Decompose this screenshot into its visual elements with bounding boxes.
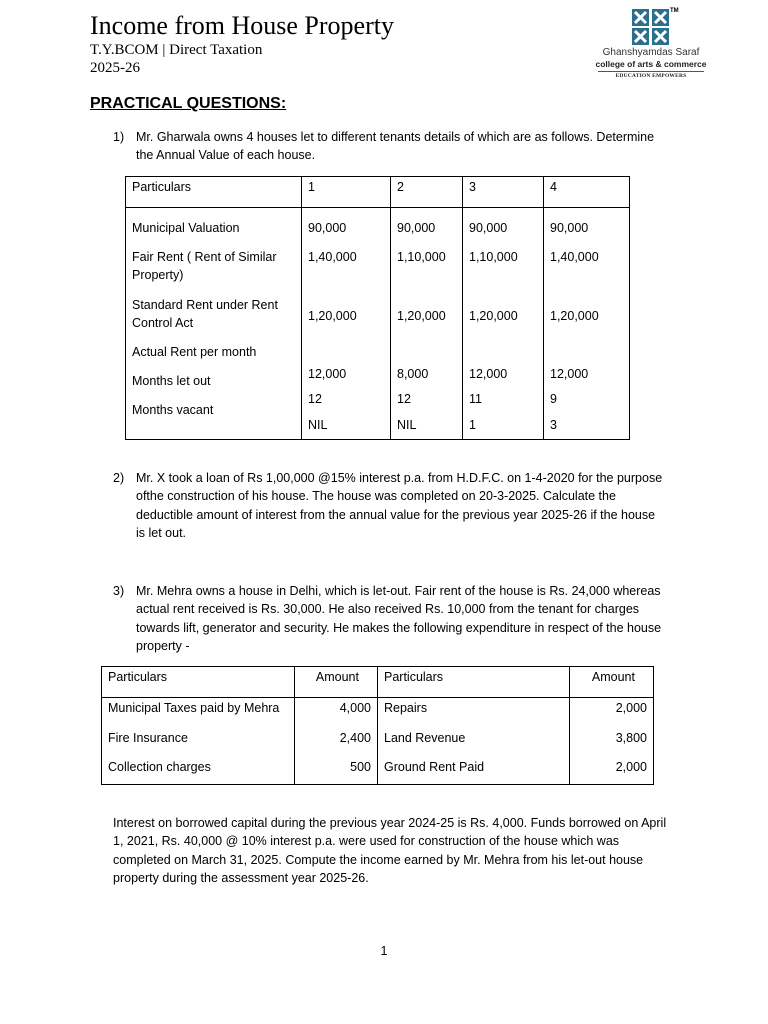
house-details-table (125, 176, 630, 440)
table-cell: 4,000 (339, 701, 371, 715)
row-label: Municipal Valuation (132, 221, 240, 235)
table-cell: 2,400 (339, 731, 371, 745)
question-text-line: deductible amount of interest from the annual value for the previous year 2025-26 if the house (136, 507, 656, 522)
house-3-column (463, 208, 544, 440)
table-cell: 1,10,000 (397, 250, 446, 264)
house-4-column (544, 208, 630, 440)
table-cell: 3 (550, 418, 557, 432)
expense-particulars-column (102, 698, 295, 785)
trademark-mark: TM (670, 8, 679, 14)
table-cell: Collection charges (108, 760, 211, 774)
table-cell: 90,000 (308, 221, 347, 235)
paragraph-line: completed on March 31, 2025. Compute the income earned by Mr. Mehra from his let-out house (113, 852, 644, 867)
table-header-cell: 1 (302, 177, 391, 208)
question-text-line: ofthe construction of his house. The house was completed on 20-3-2025. Calculate the (136, 489, 616, 504)
question-text-line: is let out. (136, 525, 187, 540)
paragraph-line: property during the assessment year 2025-26. (113, 870, 369, 885)
table-cell: 1,40,000 (550, 250, 599, 264)
page-number: 1 (380, 944, 388, 958)
table-cell: 12,000 (550, 367, 589, 381)
expense-amount-column (570, 698, 654, 785)
table-cell: 12 (308, 392, 322, 406)
table-header-cell (570, 667, 654, 698)
table-body-row (126, 208, 630, 440)
table-cell: 1,20,000 (308, 309, 357, 323)
table-cell: Land Revenue (384, 731, 466, 745)
table-cell: 12,000 (469, 367, 508, 381)
row-label: Fair Rent ( Rent of Similar (132, 250, 277, 264)
table-cell: Ground Rent Paid (384, 760, 485, 774)
table-cell: 1,10,000 (469, 250, 518, 264)
table-cell: Fire Insurance (108, 731, 188, 745)
row-label: Months let out (132, 374, 211, 389)
table-header-cell (295, 667, 378, 698)
question-text-line: actual rent received is Rs. 30,000. He also received Rs. 10,000 from the tenant for charges (136, 602, 640, 617)
table-header-row (126, 177, 630, 208)
house-1-column (302, 208, 391, 440)
expense-particulars-column (378, 698, 570, 785)
table-cell: 2,000 (615, 760, 647, 774)
question-number: 1) (113, 130, 125, 144)
table-cell: 9 (550, 392, 557, 406)
table-header-cell: Particulars (102, 667, 295, 698)
paragraph-line: 1, 2021, Rs. 40,000 @ 10% interest p.a. were used for construction of the house which was (113, 834, 620, 849)
row-label: Standard Rent under Rent (132, 298, 278, 313)
logo-college-name: Ghanshyamdas Saraf (602, 47, 700, 58)
academic-year: 2025-26 (90, 60, 140, 76)
row-label: Actual Rent per month (132, 345, 257, 360)
question-number: 3) (113, 584, 125, 598)
amount-header: Amount (315, 670, 359, 684)
table-header-cell: Particulars (378, 667, 570, 698)
particulars-column (126, 208, 302, 440)
logo-divider (598, 71, 704, 72)
question-text-line: towards lift, generator and security. He makes the following expenditure in respect of the house (136, 620, 662, 635)
document-title: Income from House Property (90, 11, 394, 40)
document-subtitle: T.Y.BCOM | Direct Taxation (90, 42, 263, 58)
table-header-cell: 4 (544, 177, 630, 208)
table-header-cell: 3 (463, 177, 544, 208)
table-cell: NIL (308, 418, 328, 432)
question-3-continuation (113, 814, 683, 887)
table-header-row (102, 667, 654, 698)
table-header-cell: Particulars (126, 177, 302, 208)
table-cell: 12 (397, 392, 411, 406)
expense-amount-column (295, 698, 378, 785)
table-cell: 8,000 (397, 367, 429, 381)
paragraph-line: Interest on borrowed capital during the previous year 2024-25 is Rs. 4,000. Funds borrowed on April (113, 816, 667, 830)
table-cell: 1,20,000 (397, 309, 446, 323)
table-cell: NIL (397, 418, 417, 432)
table-cell: 3,800 (615, 731, 647, 745)
table-cell: 1 (469, 418, 476, 432)
table-cell: 12,000 (308, 367, 347, 381)
table-cell: 90,000 (550, 221, 589, 235)
college-logo (592, 8, 710, 94)
question-text-line: Mr. Mehra owns a house in Delhi, which is let-out. Fair rent of the house is Rs. 24,000 whereas (136, 584, 661, 598)
logo-tagline: EDUCATION EMPOWERS (615, 73, 687, 79)
table-cell: 500 (350, 760, 371, 774)
question-text-line: Mr. X took a loan of Rs 1,00,000 @15% interest p.a. from H.D.F.C. on 1-4-2020 for the purpose (136, 471, 663, 485)
expenditure-table (101, 666, 654, 785)
table-cell: Municipal Taxes paid by Mehra (108, 701, 280, 715)
table-body-row (102, 698, 654, 785)
table-cell: 11 (469, 392, 482, 406)
house-2-column (391, 208, 463, 440)
table-cell: Repairs (384, 701, 428, 715)
table-cell: 2,000 (615, 701, 647, 715)
row-label: Property) (132, 268, 184, 283)
row-label: Months vacant (132, 403, 214, 418)
table-cell: 1,20,000 (469, 309, 518, 323)
table-header-cell: 2 (391, 177, 463, 208)
section-heading: PRACTICAL QUESTIONS: (90, 95, 287, 112)
table-cell: 1,40,000 (308, 250, 357, 264)
question-number: 2) (113, 471, 125, 485)
college-logo-icon (631, 8, 671, 46)
logo-college-type: college of arts & commerce (595, 59, 707, 69)
question-text-line: Mr. Gharwala owns 4 houses let to different tenants details of which are as follows. Determine (136, 130, 655, 144)
table-cell: 1,20,000 (550, 309, 599, 323)
amount-header: Amount (591, 670, 635, 684)
table-cell: 90,000 (397, 221, 436, 235)
table-cell: 90,000 (469, 221, 508, 235)
row-label: Control Act (132, 316, 194, 331)
question-text-line: property - (136, 638, 190, 653)
question-text-line: the Annual Value of each house. (136, 148, 316, 163)
